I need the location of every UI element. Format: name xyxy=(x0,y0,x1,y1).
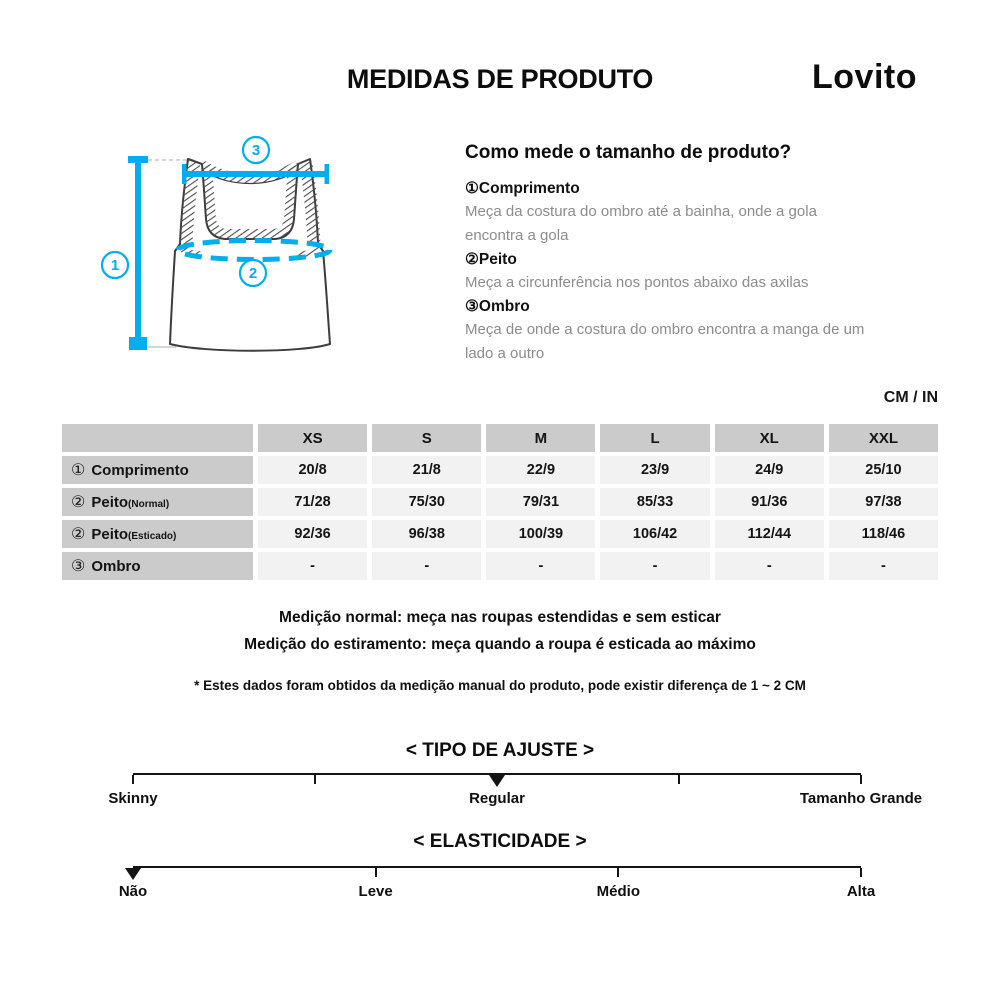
table-cell: 106/42 xyxy=(600,520,709,548)
svg-text:1: 1 xyxy=(110,257,120,274)
item-1-name: Comprimento xyxy=(478,180,580,197)
note-stretch: Medição do estiramento: meça quando a roupa é esticada ao máximo xyxy=(244,636,756,653)
svg-text:3: 3 xyxy=(251,142,261,159)
length-ruler xyxy=(128,156,148,350)
badge-2-icon xyxy=(240,260,266,286)
how-to-title: Como mede o tamanho de produto? xyxy=(465,142,792,163)
item-3-name: Ombro xyxy=(478,298,530,315)
size-table xyxy=(62,424,938,580)
row-4-badge: ③ xyxy=(71,558,86,575)
table-cell: 21/8 xyxy=(372,456,481,484)
table-cell: 75/30 xyxy=(372,488,481,516)
table-cell: 20/8 xyxy=(258,456,367,484)
item-1-description: Meça da costura do ombro até a bainha, onde a gola encontra a gola xyxy=(465,203,817,244)
row-label-comprimento xyxy=(62,456,253,484)
item-2-name: Peito xyxy=(478,251,517,268)
column-header-xl: XL xyxy=(715,424,824,452)
row-2-label: Peito xyxy=(91,493,129,511)
how-to-section xyxy=(465,142,877,366)
item-1-number: ① xyxy=(465,180,479,197)
table-cell: 24/9 xyxy=(715,456,824,484)
table-cell: - xyxy=(600,552,709,580)
fit-scale-line xyxy=(133,773,861,787)
row-label-peito-normal xyxy=(62,488,253,516)
measure-item-ombro xyxy=(465,295,877,318)
table-cell: 71/28 xyxy=(258,488,367,516)
fit-tick-3 xyxy=(678,775,680,784)
column-header-xxl: XXL xyxy=(829,424,938,452)
table-cell: 91/36 xyxy=(715,488,824,516)
row-3-label: Peito xyxy=(91,525,129,543)
table-corner-cell xyxy=(62,424,253,452)
elasticity-scale-labels xyxy=(118,883,876,903)
fit-tick-4 xyxy=(860,775,862,784)
fit-label-skinny: Skinny xyxy=(108,790,158,807)
table-cell: 100/39 xyxy=(486,520,595,548)
row-3-sublabel: (Esticado) xyxy=(128,530,177,542)
badge-1-icon xyxy=(102,252,128,278)
fit-marker-icon xyxy=(489,775,505,787)
table-cell: 23/9 xyxy=(600,456,709,484)
row-1-label: Comprimento xyxy=(91,461,189,479)
fit-tick-0 xyxy=(132,775,134,784)
garment-diagram-icon xyxy=(90,126,450,384)
table-cell: - xyxy=(715,552,824,580)
column-header-l: L xyxy=(600,424,709,452)
badge-3-icon xyxy=(243,137,269,163)
table-cell: - xyxy=(372,552,481,580)
elasticity-scale-line xyxy=(133,866,861,880)
row-label-peito-esticado xyxy=(62,520,253,548)
table-cell: - xyxy=(486,552,595,580)
table-cell: 118/46 xyxy=(829,520,938,548)
table-cell: 96/38 xyxy=(372,520,481,548)
measure-item-comprimento xyxy=(465,177,877,200)
elasticity-marker-icon xyxy=(125,868,141,880)
ela-tick-2 xyxy=(617,868,619,877)
table-cell: 22/9 xyxy=(486,456,595,484)
ela-label-medio: Médio xyxy=(596,883,640,900)
table-cell: 112/44 xyxy=(715,520,824,548)
row-2-badge: ② xyxy=(71,494,86,511)
ela-tick-3 xyxy=(860,868,862,877)
elasticity-scale-title: < ELASTICIDADE > xyxy=(413,831,587,852)
table-cell: 97/38 xyxy=(829,488,938,516)
measure-item-peito xyxy=(465,248,877,271)
column-header-xs: XS xyxy=(258,424,367,452)
ela-label-nao: Não xyxy=(118,883,148,900)
units-label: CM / IN xyxy=(883,389,938,406)
svg-text:2: 2 xyxy=(248,265,258,282)
column-header-m: M xyxy=(486,424,595,452)
table-cell: - xyxy=(258,552,367,580)
fit-scale-title: < TIPO DE AJUSTE > xyxy=(405,740,595,761)
table-cell: 85/33 xyxy=(600,488,709,516)
page-title: MEDIDAS DE PRODUTO xyxy=(346,64,654,94)
brand-logo: Lovito xyxy=(812,58,917,96)
item-2-description: Meça a circunferência nos pontos abaixo das axilas xyxy=(465,274,809,291)
note-normal: Medição normal: meça nas roupas estendidas e sem esticar xyxy=(279,609,721,626)
table-cell: 25/10 xyxy=(829,456,938,484)
item-2-number: ② xyxy=(465,251,479,268)
fit-scale-labels xyxy=(108,790,923,810)
row-2-sublabel: (Normal) xyxy=(128,498,170,510)
ela-tick-1 xyxy=(375,868,377,877)
table-cell: 79/31 xyxy=(486,488,595,516)
tolerance-footnote: * Estes dados foram obtidos da medição manual do produto, pode existir diferença de 1 ~ 2 CM xyxy=(194,678,806,693)
item-3-number: ③ xyxy=(465,298,479,315)
table-cell: - xyxy=(829,552,938,580)
row-1-badge: ① xyxy=(71,462,86,479)
fit-label-grande: Tamanho Grande xyxy=(799,790,923,807)
fit-tick-1 xyxy=(314,775,316,784)
fit-label-regular: Regular xyxy=(469,790,525,807)
item-3-description: Meça de onde a costura do ombro encontra a manga de um lado a outro xyxy=(465,321,865,362)
table-cell: 92/36 xyxy=(258,520,367,548)
row-4-label: Ombro xyxy=(91,557,141,575)
ela-label-alta: Alta xyxy=(846,883,876,900)
column-header-s: S xyxy=(372,424,481,452)
ela-label-leve: Leve xyxy=(358,883,393,900)
row-3-badge: ② xyxy=(71,526,86,543)
measurement-notes xyxy=(0,604,1000,658)
row-label-ombro xyxy=(62,552,253,580)
